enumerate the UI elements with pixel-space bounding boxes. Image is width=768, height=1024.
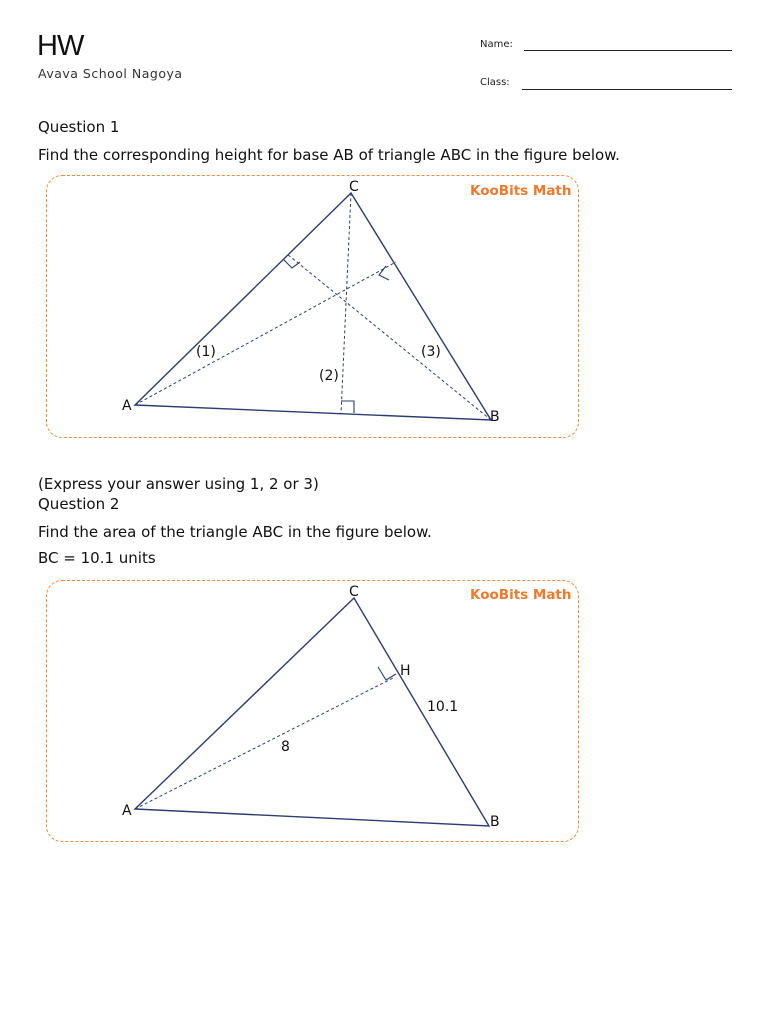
side-length-label: 10.1 [427, 699, 459, 715]
name-label: Name: [480, 39, 513, 50]
question-2-prompt: Find the area of the triangle ABC in the figure below. [38, 523, 432, 541]
question-2-heading: Question 2 [38, 495, 120, 513]
vertex-label-b: B [490, 409, 500, 425]
school-name: Avava School Nagoya [38, 66, 183, 81]
vertex-label-a: A [122, 398, 132, 414]
koobits-brand: KooBits Math [470, 183, 572, 199]
vertex-label-h: H [400, 663, 411, 679]
line-label-3: (3) [421, 344, 441, 360]
worksheet-title: HW [37, 30, 84, 62]
koobits-brand: KooBits Math [470, 587, 572, 603]
vertex-label-a: A [122, 803, 132, 819]
class-label: Class: [480, 77, 510, 88]
question-1-instruction: (Express your answer using 1, 2 or 3) [38, 475, 319, 493]
question-2-given: BC = 10.1 units [38, 549, 156, 567]
right-angle-marker [378, 667, 396, 680]
height-length-label: 8 [281, 739, 290, 755]
line-label-2: (2) [319, 368, 339, 384]
vertex-label-c: C [349, 584, 359, 600]
question-1-prompt: Find the corresponding height for base AB of triangle ABC in the figure below. [38, 146, 620, 164]
line-label-1: (1) [196, 344, 216, 360]
height-line [135, 677, 395, 809]
question-1-heading: Question 1 [38, 118, 120, 136]
vertex-label-b: B [490, 814, 500, 830]
vertex-label-c: C [349, 179, 359, 195]
